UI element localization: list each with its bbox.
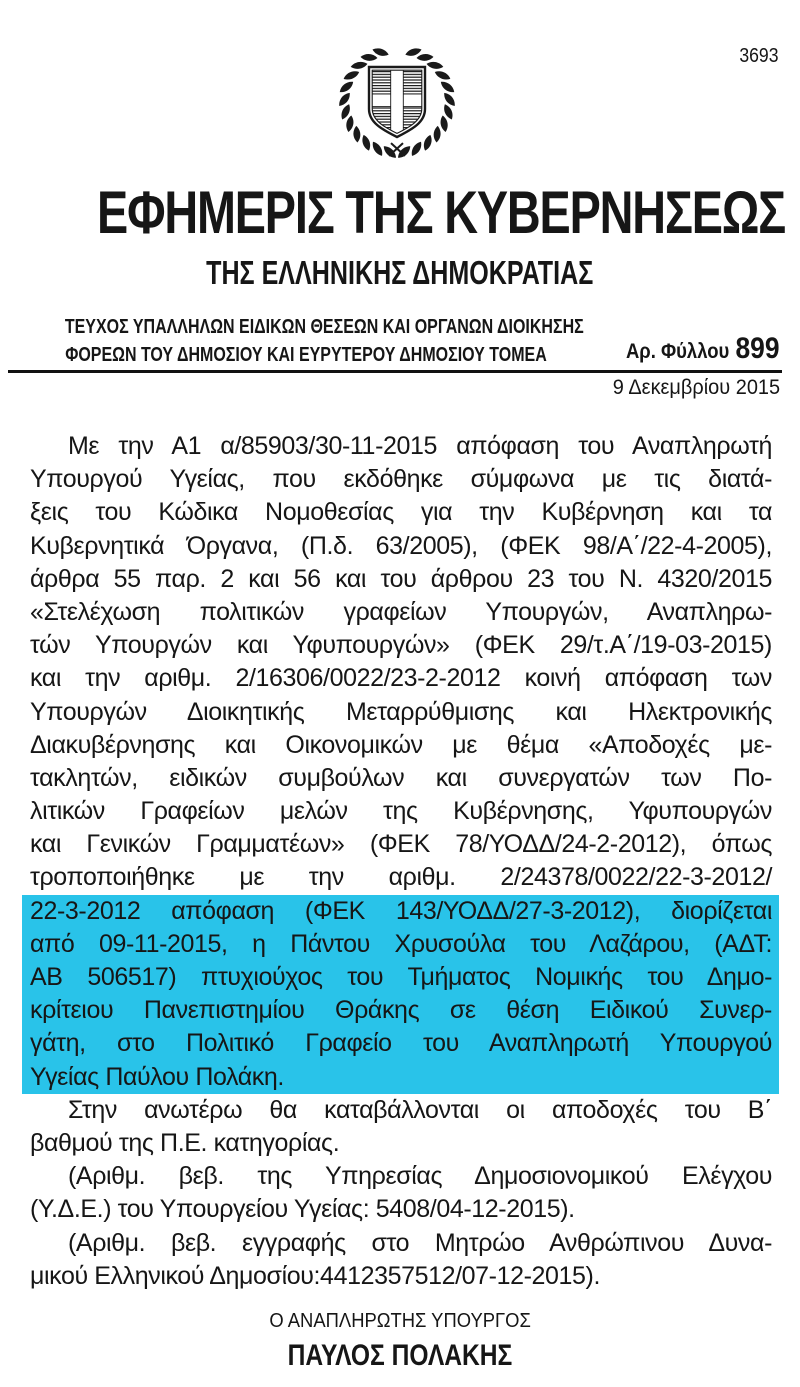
issue-number-block [605,334,780,364]
masthead-title: ΕΦΗΜΕΡΙΣ ΤΗΣ ΚΥΒΕΡΝΗΣΕΩΣ [97,179,786,246]
issue-number-label: Αρ. Φύλλου [626,340,730,363]
body-line: τροποποιήθηκε με την αριθμ. 2/24378/0022/22-3-2012/ [30,863,772,892]
body-line: Κυβερνητικά Όργανα, (Π.δ. 63/2005), (ΦΕΚ 98/Α΄/22-4-2005), [30,531,772,560]
body-lines [30,430,772,1293]
body-line: και την αριθμ. 2/16306/0022/23-2-2012 κοινή απόφαση των [30,664,772,693]
body-line: ξεις του Κώδικα Νομοθεσίας για την Κυβέρνηση και τα [30,498,772,527]
body-line: από 09-11-2015, η Πάντου Χρυσούλα του Λαζάρου, (ΑΔΤ: [30,928,772,961]
body-line: «Στελέχωση πολιτικών γραφείων Υπουργών, Αναπληρω- [30,597,772,626]
issue-type-line2: ΦΟΡΕΩΝ ΤΟΥ ΔΗΜΟΣΙΟΥ ΚΑΙ ΕΥΡΥΤΕΡΟΥ ΔΗΜΟΣΙΟΥ ΤΟΜΕΑ [65,344,547,366]
body-line: 22-3-2012 απόφαση (ΦΕΚ 143/ΥΟΔΔ/27-3-2012), διορίζεται [30,895,772,928]
body-line: βαθμού της Π.Ε. κατηγορίας. [30,1128,340,1157]
body-line: λιτικών Γραφείων μελών της Κυβέρνησης, Υφυπουργών [30,797,772,826]
body-line: (Αριθμ. βεβ. της Υπηρεσίας Δημοσιονομικού Ελέγχου [68,1162,772,1191]
greek-coat-of-arms-icon [339,42,455,160]
body-line: (Αριθμ. βεβ. εγγραφής στο Μητρώο Ανθρώπινου Δυνα- [68,1228,772,1257]
body-line: Στην ανωτέρω θα καταβάλλονται οι αποδοχές του Β΄ [68,1095,772,1124]
body-line: τακλητών, ειδικών συμβούλων και συνεργατών των Πο- [30,763,772,792]
issue-number-value: 899 [735,332,780,365]
body-line: Υγείας Παύλου Πολάκη. [30,1061,772,1094]
body-line: (Υ.Δ.Ε.) του Υπουργείου Υγείας: 5408/04-12-2015). [30,1195,575,1224]
shield-cross [369,67,425,137]
issue-type-block [0,314,612,370]
body-line: Υπουργών Διοικητικής Μεταρρύθμισης και Ηλεκτρονικής [30,697,772,726]
body-line: ΑΒ 506517) πτυχιούχος του Τμήματος Νομικής του Δημο- [30,961,772,994]
body-line: άρθρα 55 παρ. 2 και 56 και του άρθρου 23 του Ν. 4320/2015 [30,564,772,593]
body-line: Με την Α1 α/85903/30-11-2015 απόφαση του Αναπληρωτή [68,432,772,460]
body-line: Διακυβέρνησης και Οικονομικών με θέμα «Αποδοχές με- [30,730,772,759]
signature-name: ΠΑΥΛΟΣ ΠΟΛΑΚΗΣ [287,1339,513,1372]
masthead-subtitle: ΤΗΣ ΕΛΛΗΝΙΚΗΣ ΔΗΜΟΚΡΑΤΙΑΣ [206,254,594,291]
header-rule [8,370,782,373]
body-line: μικού Ελληνικού Δημοσίου:4412357512/07-12-2015). [30,1261,600,1290]
page-number: 3693 [738,45,778,67]
body-line: και Γενικών Γραμματέων» (ΦΕΚ 78/ΥΟΔΔ/24-2-2012), όπως [30,830,772,859]
issue-date: 9 Δεκεμβρίου 2015 [612,376,780,399]
body-line: Υπουργού Υγείας, που εκδόθηκε σύμφωνα με τις διατά- [30,465,772,494]
body-line: τών Υπουργών και Υφυπουργών» (ΦΕΚ 29/τ.Α΄/19-03-2015) [30,631,772,660]
body-line: γάτη, στο Πολιτικό Γραφείο του Αναπληρωτή Υπουργού [30,1027,772,1060]
issue-type-line1: ΤΕΥΧΟΣ ΥΠΑΛΛΗΛΩΝ ΕΙΔΙΚΩΝ ΘΕΣΕΩΝ ΚΑΙ ΟΡΓΑΝΩΝ ΔΙΟΙΚΗΣΗΣ [64,316,584,338]
body-line: κρίτειου Πανεπιστημίου Θράκης σε θέση Ειδικού Συνερ- [30,994,772,1027]
signature-role: Ο ΑΝΑΠΛΗΡΩΤΗΣ ΥΠΟΥΡΓΟΣ [269,1310,531,1332]
